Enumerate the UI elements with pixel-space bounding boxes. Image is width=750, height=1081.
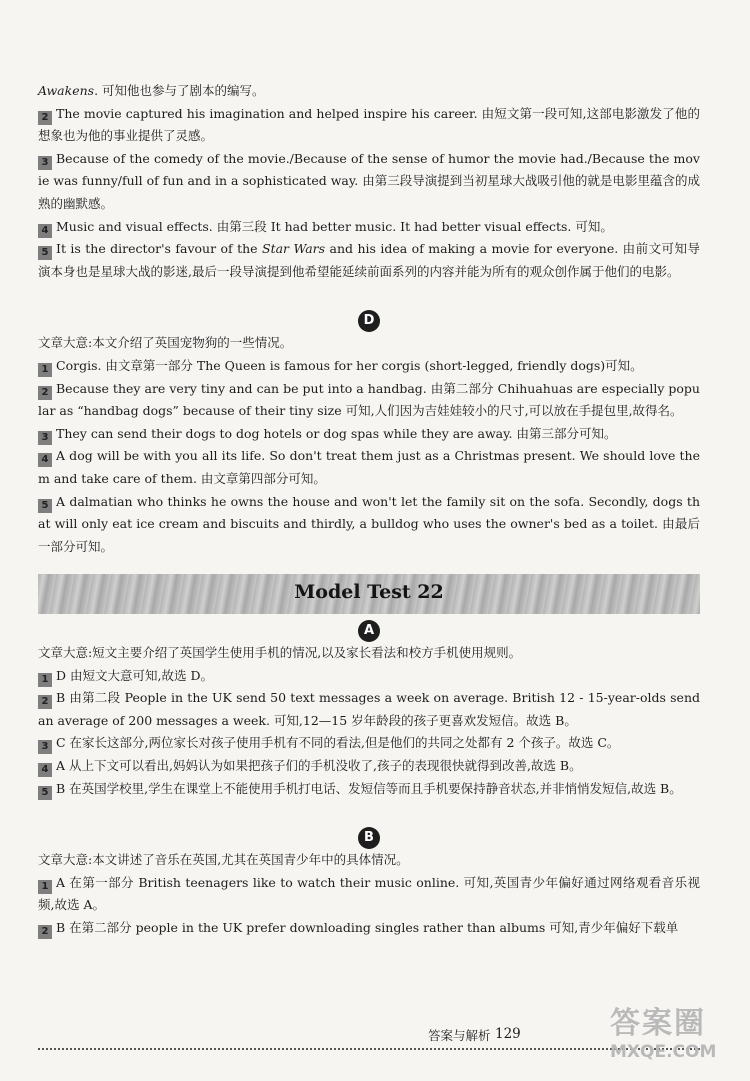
- section-summary: 文章大意:本文讲述了音乐在英国,尤其在英国青少年中的具体情况。: [38, 852, 409, 868]
- answer-item: [38, 687, 700, 732]
- section-b-badge: B: [358, 827, 380, 849]
- answer-text: A dog will be with you all its life. So don't treat them just as a Christmas present. We should love them and take care of them. 由文章第四部分可知。: [38, 448, 700, 486]
- item-number-badge: 3: [38, 740, 52, 754]
- answer-item: [38, 445, 700, 490]
- answer-item: [38, 355, 700, 378]
- answer-text: C 在家长这部分,两位家长对孩子使用手机有不同的看法,但是他们的共同之处都有 2 个孩子。故选 C。: [56, 735, 620, 751]
- paragraph-text: . 可知他也参与了剧本的编写。: [94, 83, 265, 98]
- answer-item: [38, 103, 700, 148]
- section-summary: 文章大意:短文主要介绍了英国学生使用手机的情况,以及家长看法和校方手机使用规则。: [38, 645, 522, 660]
- answer-item: [38, 665, 700, 688]
- answer-text: B 在英国学校里,学生在课堂上不能使用手机打电话、发短信等而且手机要保持静音状态,并非悄悄发短信,故选 B。: [56, 780, 682, 796]
- answer-item: [38, 491, 700, 559]
- model-test-title: Model Test 22: [294, 581, 444, 603]
- answer-item: [38, 872, 700, 917]
- answer-item: [38, 732, 700, 755]
- answer-page: [38, 80, 700, 558]
- answer-text: D 由短文大意可知,故选 D。: [56, 667, 213, 683]
- answer-text: A 从上下文可以看出,妈妈认为如果把孩子们的手机没收了,孩子的表现很快就得到改善,故选 B。: [56, 757, 582, 773]
- item-number-badge: 3: [38, 431, 52, 445]
- item-number-badge: 5: [38, 499, 52, 513]
- answer-item: [38, 755, 700, 778]
- answer-item: [38, 148, 700, 216]
- answer-text: Corgis. 由文章第一部分 The Queen is famous for her corgis (short-legged, friendly dogs)可知。: [56, 357, 643, 373]
- answer-text: Because of the comedy of the movie./Because of the sense of humor the movie had./Because the movie was funny/full of fun and in a sophisticated way. 由第三段导演提到当初星球大战吸引他的就是电影里蕴含的成熟的幽默感。: [38, 150, 700, 211]
- item-number-badge: 5: [38, 786, 52, 800]
- paragraph-continuation: [38, 80, 700, 103]
- section-a-badge: A: [358, 620, 380, 642]
- answer-text: The movie captured his imagination and helped inspire his career. 由短文第一段可知,这部电影激发了他的想象也为他的事业提供了灵感。: [38, 105, 700, 144]
- answer-text: A 在第一部分 British teenagers like to watch their music online. 可知,英国青少年偏好通过网络观看音乐视频,故选 A。: [38, 874, 700, 913]
- answer-page-lower: [38, 620, 700, 940]
- answer-item: [38, 423, 700, 446]
- page-footer: [38, 1026, 700, 1050]
- answer-text: A dalmatian who thinks he owns the house and won't let the family sit on the sofa. Secondly, dogs that will only eat ice cream and biscuits and thirdly, a bulldog who uses the owner's bed as a toilet. 由最后一部分可知。: [38, 493, 700, 554]
- item-number-badge: 2: [38, 111, 52, 125]
- site-watermark: [610, 1006, 740, 1076]
- item-number-badge: 5: [38, 246, 52, 260]
- item-number-badge: 4: [38, 763, 52, 777]
- item-number-badge: 3: [38, 156, 52, 170]
- answer-item: [38, 778, 700, 801]
- section-summary: 文章大意:本文介绍了英国宠物狗的一些情况。: [38, 335, 293, 351]
- item-number-badge: 2: [38, 386, 52, 400]
- item-number-badge: 1: [38, 363, 52, 377]
- watermark-title: 答案圈: [610, 1006, 706, 1041]
- model-test-banner: [38, 574, 700, 614]
- item-number-badge: 1: [38, 880, 52, 894]
- answer-item: [38, 378, 700, 423]
- answer-item: [38, 216, 700, 239]
- item-number-badge: 1: [38, 673, 52, 687]
- footer-label: 答案与解析: [428, 1028, 491, 1043]
- item-number-badge: 2: [38, 695, 52, 709]
- answer-text-post: and his idea of making a movie for everyone. 由前文可知导演本身也是星球大战的影迷,最后一段导演提到他希望能延续前面系列的内容并能为所有的观众创作属于他们的电影。: [38, 241, 700, 279]
- item-number-badge: 2: [38, 925, 52, 939]
- answer-text: B 由第二段 People in the UK send 50 text messages a week on average. British 12 - 15-year-olds send an average of 200 messages a week. 可知,12—15 岁年龄段的孩子更喜欢发短信。故选 B。: [38, 690, 700, 728]
- section-d-badge: D: [358, 310, 380, 332]
- item-number-badge: 4: [38, 453, 52, 467]
- page-number: 129: [495, 1026, 521, 1042]
- answer-text: They can send their dogs to dog hotels or dog spas while they are away. 由第三部分可知。: [56, 425, 617, 441]
- item-number-badge: 4: [38, 224, 52, 238]
- answer-text: Music and visual effects. 由第三段 It had better music. It had better visual effects. 可知。: [56, 218, 613, 234]
- watermark-url: MXQE.COM: [610, 1042, 717, 1062]
- answer-text: B 在第二部分 people in the UK prefer downloading singles rather than albums 可知,青少年偏好下载单: [56, 919, 679, 935]
- answer-text-pre: It is the director's favour of the: [56, 241, 263, 257]
- answer-item: [38, 238, 700, 283]
- answer-text: Because they are very tiny and can be put into a handbag. 由第二部分 Chihuahuas are especially popular as “handbag dogs” because of their tiny size 可知,人们因为吉娃娃较小的尺寸,可以放在手提包里,故得名。: [38, 380, 700, 419]
- answer-item: [38, 917, 700, 940]
- italic-title: Star Wars: [262, 241, 326, 257]
- italic-title: Awakens: [38, 83, 95, 98]
